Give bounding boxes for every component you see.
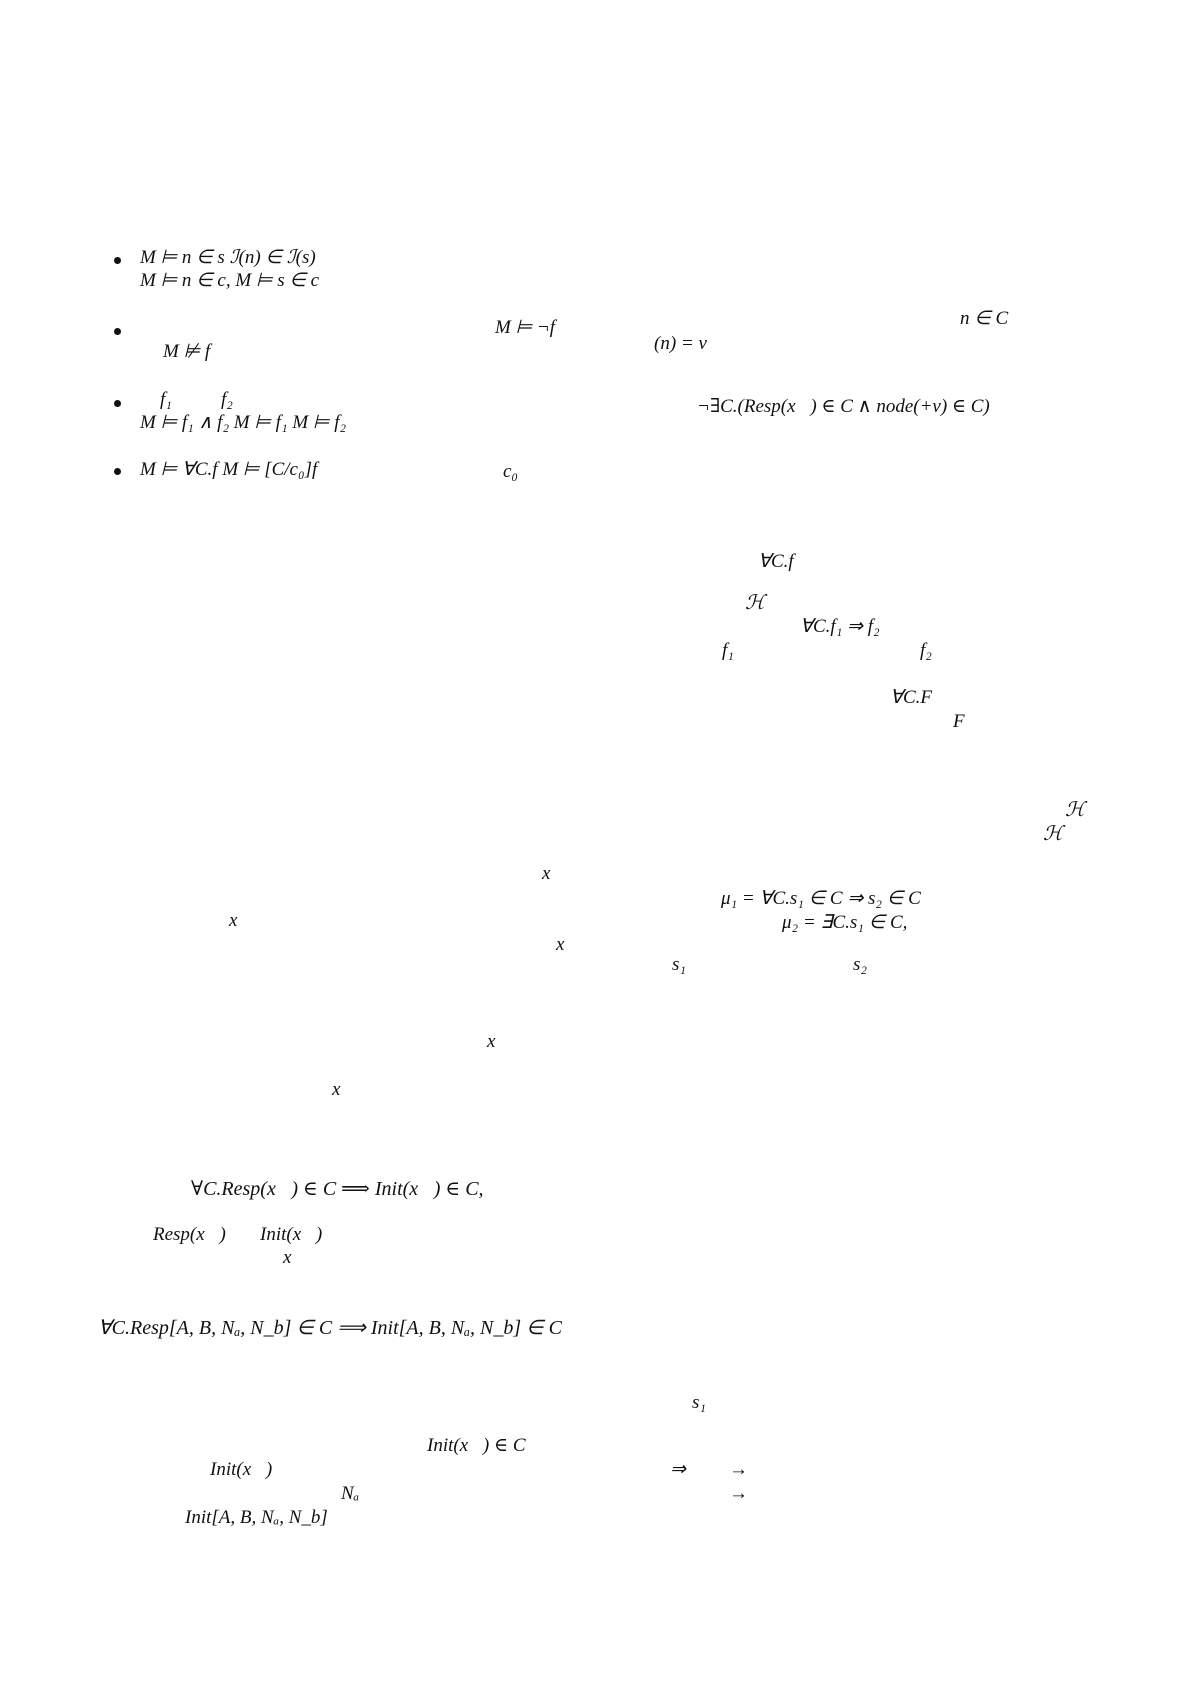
x-vector-3: x⃗ xyxy=(556,934,580,955)
formula-s1: s₁ xyxy=(672,954,686,975)
label-init: Init(x⃗) xyxy=(260,1224,323,1245)
bullet-4-c0: c₀ xyxy=(503,461,519,482)
formula-n-eq-v: (n) = v xyxy=(654,333,707,354)
symbol-arrow-2: → xyxy=(729,1483,748,1504)
symbol-implies: ⇒ xyxy=(670,1459,686,1480)
x-vector-2: x⃗ xyxy=(229,910,253,931)
bullet-4-line-1: M ⊨ ∀C.f M ⊨ [C/c₀]f xyxy=(140,459,318,480)
label-resp: Resp(x⃗) xyxy=(153,1224,226,1245)
symbol-h-2: ℋ xyxy=(1065,799,1085,821)
bullet-3-line-2: M ⊨ f₁ ∧ f₂ M ⊨ f₁ M ⊨ f₂ xyxy=(140,412,347,433)
formula-s1-bottom: s₁ xyxy=(692,1392,706,1413)
formula-f1: f₁ xyxy=(722,640,734,661)
bullet-2-formula-not-models: M ⊭ f xyxy=(163,341,211,362)
formula-mu1: μ₁ = ∀C.s₁ ∈ C ⇒ s₂ ∈ C xyxy=(721,888,921,909)
bullet-2 xyxy=(114,328,121,335)
bullet-4 xyxy=(114,468,121,475)
bullet-3-f2: f₂ xyxy=(221,389,233,410)
equation-nslpk: ∀C.Resp[A, B, Nₐ, N_b] ∈ C ⟹ Init[A, B, Nₐ, N_b] ∈ C xyxy=(98,1317,562,1339)
formula-f2: f₂ xyxy=(920,640,932,661)
formula-F: F xyxy=(953,711,965,732)
bullet-1-line-2: M ⊨ n ∈ c, M ⊨ s ∈ c xyxy=(140,270,320,291)
formula-init-x: Init(x⃗) xyxy=(210,1459,273,1480)
formula-init-full: Init[A, B, Nₐ, N_b] xyxy=(185,1507,328,1528)
formula-forall-f1-f2: ∀C.f₁ ⇒ f₂ xyxy=(800,616,880,637)
bullet-3 xyxy=(114,400,121,407)
symbol-h-3: ℋ xyxy=(1043,823,1063,845)
x-vector-4: x⃗ xyxy=(487,1031,511,1052)
x-vector-under: x⃗ xyxy=(283,1247,307,1268)
formula-neg-exists: ¬∃C.(Resp(x⃗) ∈ C ∧ node(+v) ∈ C) xyxy=(697,396,990,417)
symbol-h-1: ℋ xyxy=(745,592,765,614)
x-vector-1: x⃗ xyxy=(542,863,566,884)
formula-s2: s₂ xyxy=(853,954,867,975)
bullet-1-line-1: M ⊨ n ∈ s ℐ(n) ∈ ℐ(s) xyxy=(140,247,316,268)
x-vector-5: x⃗ xyxy=(332,1079,356,1100)
bullet-2-formula-neg: M ⊨ ¬f xyxy=(495,317,555,338)
formula-forall-f: ∀C.f xyxy=(758,551,794,572)
formula-mu2: μ₂ = ∃C.s₁ ∈ C, xyxy=(782,912,908,933)
formula-forall-F: ∀C.F xyxy=(890,687,933,708)
formula-init-in-c: Init(x⃗) ∈ C xyxy=(427,1435,526,1456)
symbol-arrow-1: → xyxy=(729,1459,748,1480)
equation-resp-implies-init: ∀C.Resp(x⃗) ∈ C ⟹ Init(x⃗) ∈ C, xyxy=(191,1178,484,1200)
bullet-3-f1: f₁ xyxy=(160,389,172,410)
formula-na: Nₐ xyxy=(341,1483,360,1504)
bullet-1 xyxy=(114,257,121,264)
formula-n-in-c: n ∈ C xyxy=(960,308,1009,329)
